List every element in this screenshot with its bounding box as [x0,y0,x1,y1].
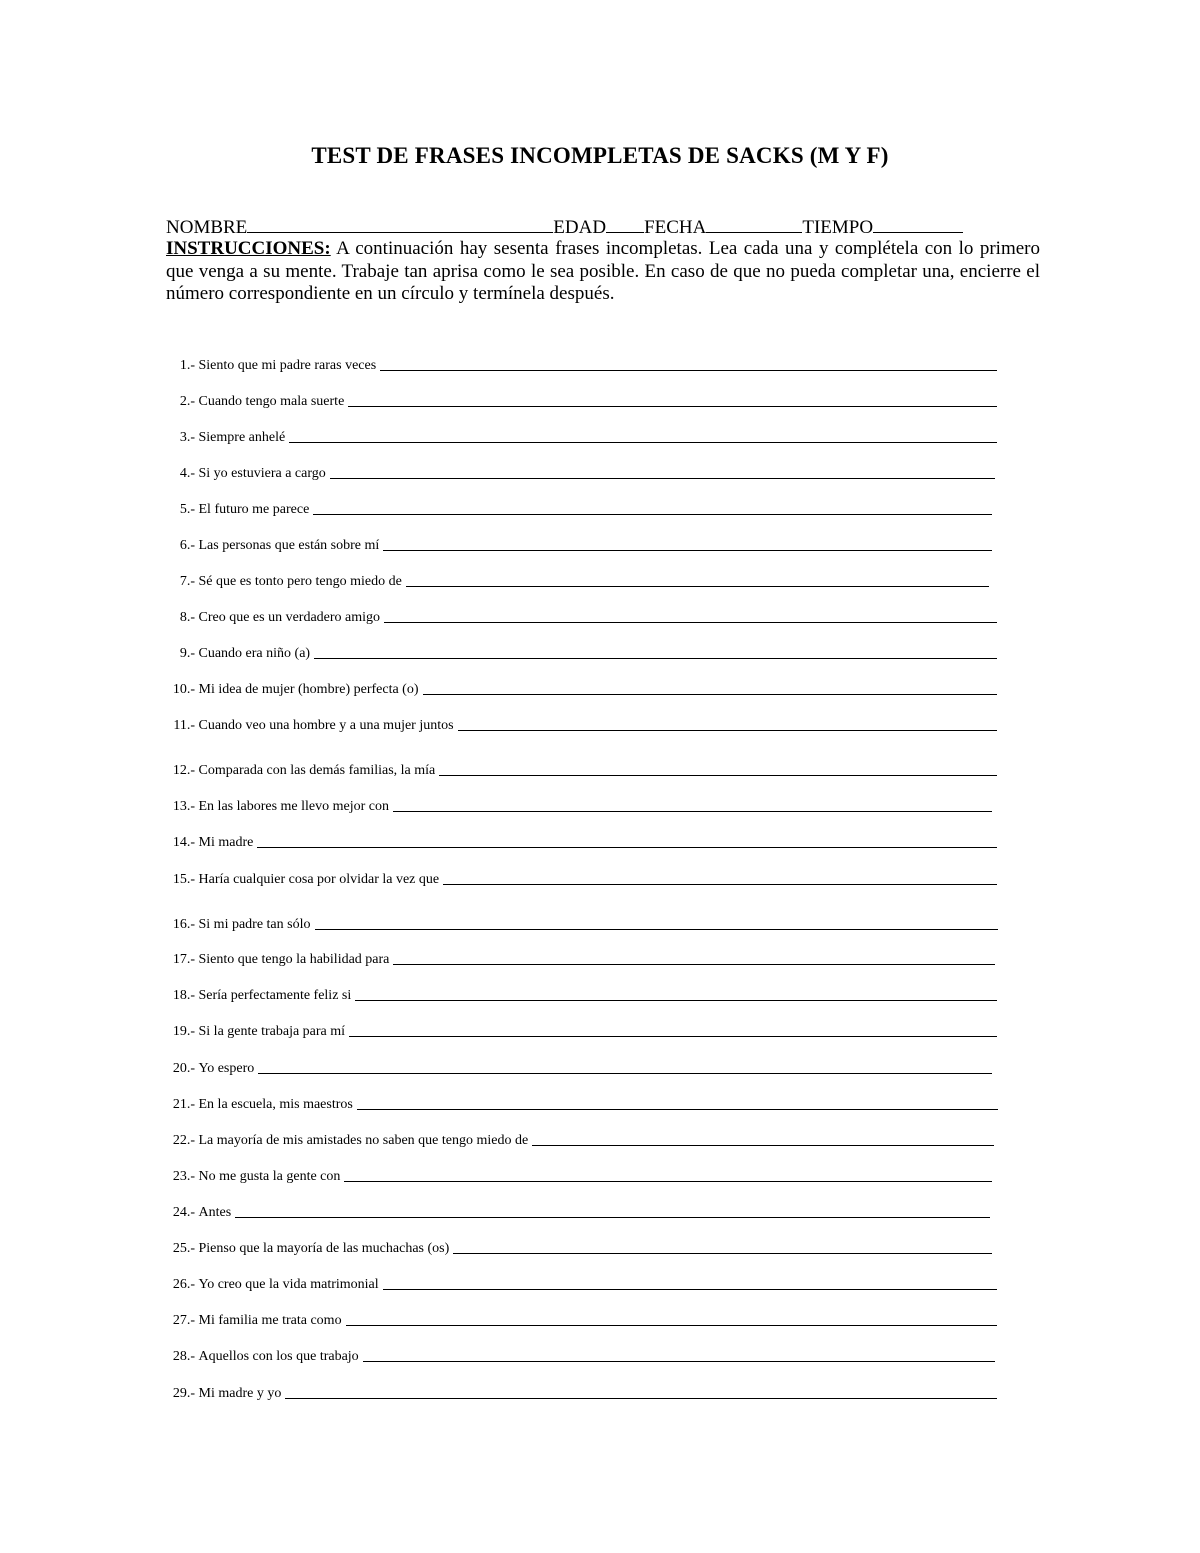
item-number: 4.- [179,466,195,481]
item-sentence-stem: Pienso que la mayoría de las muchachas (os) [198,1241,450,1256]
date-label: FECHA [644,217,707,238]
answer-line[interactable] [355,999,997,1001]
sentence-item [165,1199,990,1221]
item-sentence-stem: Aquellos con los que trabajo [198,1349,359,1364]
item-sentence-stem: Mi familia me trata como [198,1313,342,1328]
item-number: 28.- [172,1349,195,1364]
instructions-label: INSTRUCCIONES: [166,238,331,259]
item-number: 13.- [172,799,195,814]
answer-line[interactable] [314,657,997,659]
sentence-item [165,866,997,888]
answer-line[interactable] [346,1324,997,1326]
answer-line[interactable] [384,621,997,623]
item-number: 25.- [172,1241,195,1256]
answer-line[interactable] [315,928,999,930]
item-sentence-stem: En la escuela, mis maestros [198,1097,353,1112]
item-number: 17.- [172,952,195,967]
answer-line[interactable] [453,1252,992,1254]
time-label: TIEMPO [802,217,874,238]
item-number: 10.- [172,682,195,697]
answer-line[interactable] [285,1397,997,1399]
answer-line[interactable] [406,585,989,587]
item-number: 20.- [172,1061,195,1076]
item-sentence-stem: Si la gente trabaja para mí [198,1024,346,1039]
sentence-item [165,911,998,933]
answer-line[interactable] [348,405,997,407]
item-sentence-stem: Siento que tengo la habilidad para [198,952,390,967]
answer-line[interactable] [443,883,997,885]
item-sentence-stem: Mi idea de mujer (hombre) perfecta (o) [198,682,419,697]
item-sentence-stem: El futuro me parece [198,502,310,517]
item-number: 19.- [172,1024,195,1039]
item-number: 26.- [172,1277,195,1292]
sentence-item [165,712,997,734]
item-sentence-stem: Comparada con las demás familias, la mía [198,763,436,778]
sentence-item [165,1163,992,1185]
name-label: NOMBRE [166,217,248,238]
item-number: 2.- [179,394,195,409]
item-sentence-stem: Mi madre y yo [198,1386,282,1401]
item-sentence-stem: Antes [198,1205,232,1220]
sentence-item [165,676,997,698]
answer-line[interactable] [357,1108,998,1110]
item-number: 11.- [173,718,195,733]
answer-line[interactable] [383,549,992,551]
answer-line[interactable] [289,441,997,443]
answer-line[interactable] [423,693,997,695]
sentence-item [165,424,997,446]
item-number: 27.- [172,1313,195,1328]
sentence-item [165,1343,995,1365]
item-number: 18.- [172,988,195,1003]
sentence-item [165,352,997,374]
answer-line[interactable] [363,1360,995,1362]
answer-line[interactable] [393,810,992,812]
item-sentence-stem: Yo creo que la vida matrimonial [198,1277,379,1292]
item-number: 1.- [179,358,195,373]
item-number: 14.- [172,835,195,850]
item-sentence-stem: Si yo estuviera a cargo [198,466,326,481]
item-number: 5.- [179,502,195,517]
answer-line[interactable] [257,846,997,848]
item-number: 29.- [172,1386,195,1401]
sentence-item [165,757,997,779]
sentence-item [165,568,989,590]
age-label: EDAD [553,217,607,238]
sentence-item [165,1055,992,1077]
sentence-item [165,532,992,554]
sentence-item [165,982,997,1004]
sentence-item [165,496,992,518]
sentence-item [165,793,992,815]
sentence-item [165,946,995,968]
item-sentence-stem: Siento que mi padre raras veces [198,358,377,373]
item-sentence-stem: Cuando tengo mala suerte [198,394,345,409]
item-sentence-stem: Si mi padre tan sólo [198,917,311,932]
sentence-item [165,1307,997,1329]
item-sentence-stem: Sería perfectamente feliz si [198,988,352,1003]
answer-line[interactable] [380,369,997,371]
item-sentence-stem: Las personas que están sobre mí [198,538,380,553]
sentence-item [165,460,995,482]
item-number: 24.- [172,1205,195,1220]
item-number: 16.- [172,917,195,932]
sentence-item [165,829,997,851]
item-sentence-stem: Cuando veo una hombre y a una mujer juntos [198,718,454,733]
item-number: 22.- [172,1133,195,1148]
item-sentence-stem: En las labores me llevo mejor con [198,799,389,814]
answer-line[interactable] [344,1180,992,1182]
sentence-item [165,1235,992,1257]
sentence-item [165,1380,997,1402]
answer-line[interactable] [235,1216,990,1218]
answer-line[interactable] [313,513,992,515]
item-sentence-stem: Yo espero [198,1061,255,1076]
item-sentence-stem: No me gusta la gente con [198,1169,341,1184]
sentence-item [165,640,997,662]
instructions-text: A continuación hay sesenta frases incompletas. Lea cada una y complétela con lo primero que venga a su mente. Trabaje tan aprisa como le sea posible. En caso de que no pueda completar una, encierre el número correspondiente en un círculo y termínela después. [166,238,1040,304]
sentence-item [165,1271,997,1293]
sentence-item [165,1127,994,1149]
item-number: 15.- [172,872,195,887]
item-sentence-stem: Siempre anhelé [198,430,286,445]
item-number: 7.- [179,574,195,589]
item-sentence-stem: Sé que es tonto pero tengo miedo de [198,574,402,589]
sentence-item [165,604,997,626]
answer-line[interactable] [330,477,995,479]
item-sentence-stem: Cuando era niño (a) [198,646,311,661]
answer-line[interactable] [439,774,997,776]
sentence-item [165,1018,997,1040]
sentence-item [165,1091,998,1113]
item-number: 23.- [172,1169,195,1184]
answer-line[interactable] [532,1144,994,1146]
item-sentence-stem: Mi madre [198,835,254,850]
item-number: 21.- [172,1097,195,1112]
item-sentence-stem: Creo que es un verdadero amigo [198,610,381,625]
answer-line[interactable] [393,963,995,965]
answer-line[interactable] [383,1288,997,1290]
document-title: TEST DE FRASES INCOMPLETAS DE SACKS (M Y F) [311,143,889,168]
item-sentence-stem: Haría cualquier cosa por olvidar la vez que [198,872,440,887]
answer-line[interactable] [258,1072,992,1074]
item-number: 8.- [179,610,195,625]
item-number: 6.- [179,538,195,553]
item-number: 12.- [172,763,195,778]
item-sentence-stem: La mayoría de mis amistades no saben que tengo miedo de [198,1133,529,1148]
item-number: 9.- [179,646,195,661]
sentence-item [165,388,997,410]
item-number: 3.- [179,430,195,445]
answer-line[interactable] [458,729,997,731]
answer-line[interactable] [349,1035,997,1037]
